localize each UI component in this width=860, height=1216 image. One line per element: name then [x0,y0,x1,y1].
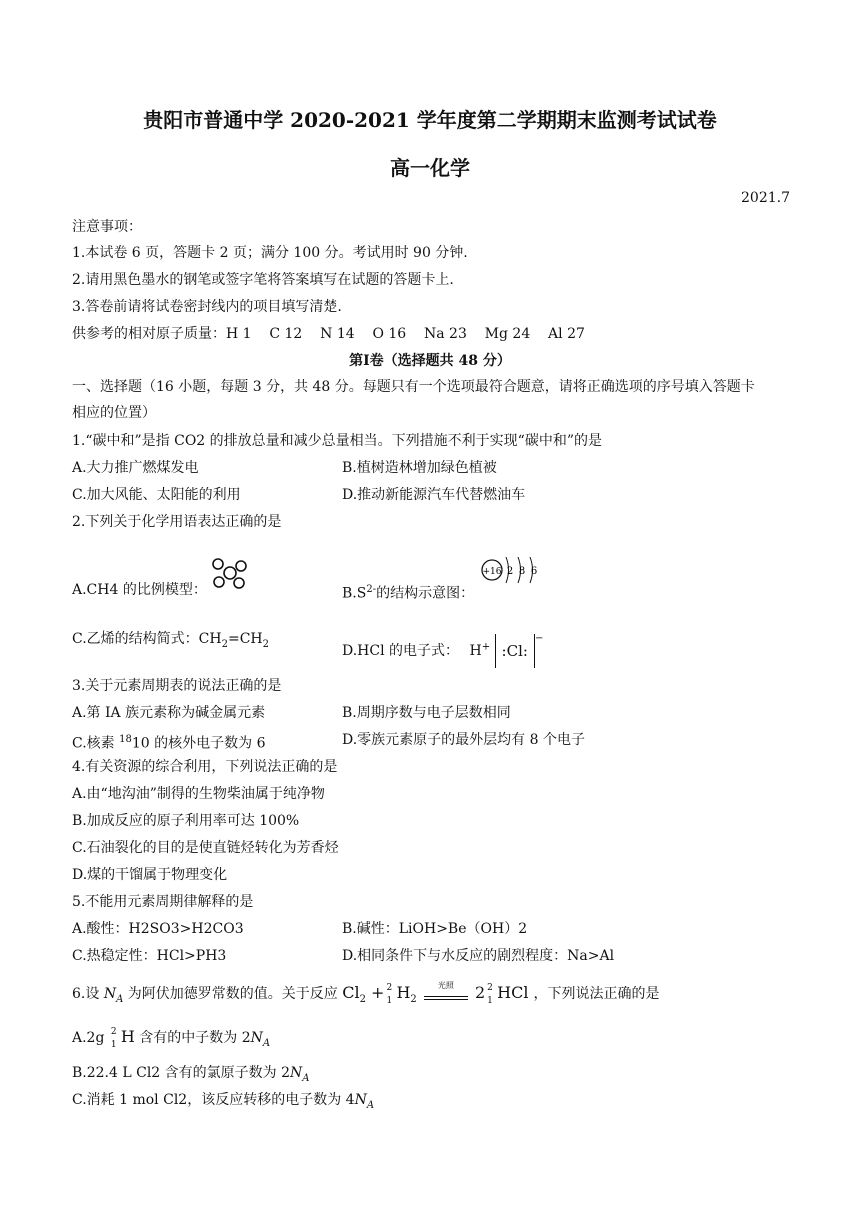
ch4-space-filling-model-icon [208,556,252,590]
sulfur-ion-structure-diagram-icon [478,553,544,587]
section-intro: 相应的位置） [72,405,156,421]
diagram-shell-label: 8 [518,566,526,577]
question-4-stem: 4.有关资源的综合利用，下列说法正确的是 [72,759,338,775]
q4-option-b: B.加成反应的原子利用率可达 100% [72,813,300,829]
question-2-stem: 2.下列关于化学用语表达正确的是 [72,514,282,530]
q2-option-a: A.CH4 的比例模型： [72,582,207,598]
atomic-masses: 供参考的相对原子质量：H 1 C 12 N 14 O 16 Na 23 Mg 24 Al 27 [72,326,585,342]
diagram-nucleus-label: +16 [482,567,502,577]
q2-option-b: $B.S^{2-}$的结构示意图： [342,584,475,602]
q3-option-d: D.零族元素原子的最外层均有 8 个电子 [342,732,585,748]
question-3-stem: 3.关于元素周期表的说法正确的是 [72,678,282,694]
q3-option-c: C.核素 $^{18}$10 的核外电子数为 6 [72,734,266,752]
reaction-equation: $Cl_2$ + 2 1 $H_2$ 光照 2 2 1 HCl [342,980,529,1006]
section-intro: 一、选择题（16 小题，每题 3 分，共 48 分。每题只有一个选项最符合题意，请将正确选项的序号填入答题卡 [72,379,755,395]
q6-option-b: B.22.4 L Cl2 含有的氯原子数为 $2N_A$ [72,1065,310,1084]
q2-option-d: D.HCl 的电子式： H+ :Cl:− [342,620,543,670]
note-item: 3.答卷前请将试卷密封线内的项目填写清楚. [72,299,342,315]
question-6-stem: 6.设 $N_A$ 为阿伏加德罗常数的值。关于反应 $Cl_2$ + 2 1 $H_2$ 光照 2 2 1 HCl ，下列说法正确的是 [72,980,660,1006]
q1-option-a: A.大力推广燃煤发电 [72,460,199,476]
q5-option-c: C.热稳定性：HCl>PH3 [72,948,227,964]
q6-option-c: C.消耗 1 mol Cl2，该反应转移的电子数为 $4N_A$ [72,1092,375,1111]
electron-formula: H+ :Cl:− [469,643,543,659]
q3-option-a: A.第 IA 族元素称为碱金属元素 [72,705,266,721]
q1-option-b: B.植树造林增加绿色植被 [342,460,497,476]
notes-heading: 注意事项： [72,219,142,235]
exam-title: 贵阳市普通中学 2020-2021 学年度第二学期期末监测考试试卷 [143,108,717,132]
reaction-arrow-icon: 光照 [424,988,468,1000]
question-1-stem: 1.“碳中和”是指 CO2 的排放总量和减少总量相当。下列措施不利于实现“碳中和”的是 [72,433,602,449]
q5-option-a: A.酸性：H2SO3>H2CO3 [72,921,244,937]
diagram-shell-label: 6 [530,566,538,577]
q2-option-c: C.乙烯的结构简式：$CH_2=CH_2$ [72,631,269,650]
exam-subtitle: 高一化学 [390,156,470,180]
q5-option-b: B.碱性：LiOH>Be（OH）2 [342,921,528,937]
q4-option-d: D.煤的干馏属于物理变化 [72,867,228,883]
q6-option-a: A.2g 2 1 H 含有的中子数为 $2N_A$ [72,1027,271,1050]
q4-option-a: A.由“地沟油”制得的生物柴油属于纯净物 [72,786,325,802]
diagram-shell-label: 2 [506,566,514,577]
q4-option-c: C.石油裂化的目的是使直链烃转化为芳香烃 [72,840,339,856]
section-title: 第Ⅰ卷（选择题共 48 分） [349,353,511,369]
note-item: 1.本试卷 6 页，答题卡 2 页；满分 100 分。考试用时 90 分钟. [72,245,468,261]
q3-option-b: B.周期序数与电子层数相同 [342,705,511,721]
q1-option-c: C.加大风能、太阳能的利用 [72,487,241,503]
q1-option-d: D.推动新能源汽车代替燃油车 [342,487,526,503]
exam-date: 2021.7 [741,190,790,206]
q5-option-d: D.相同条件下与水反应的剧烈程度：Na>Al [342,948,615,964]
question-5-stem: 5.不能用元素周期律解释的是 [72,894,254,910]
note-item: 2.请用黑色墨水的钢笔或签字笔将答案填写在试题的答题卡上. [72,272,454,288]
